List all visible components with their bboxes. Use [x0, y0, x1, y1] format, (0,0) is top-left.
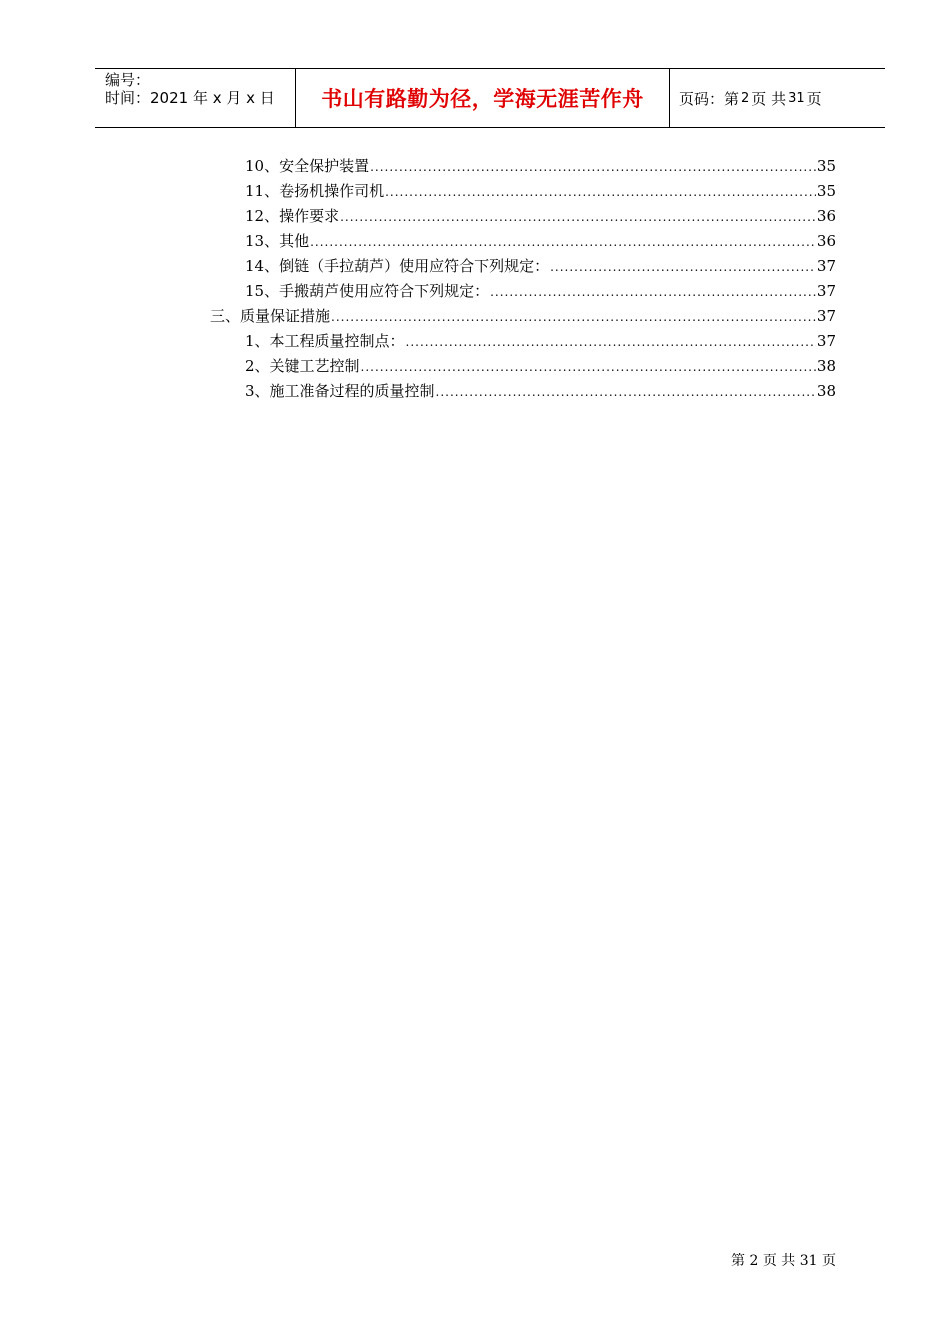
time-label: 时间： [105, 89, 151, 107]
toc-entry-label: 2、关键工艺控制 [245, 357, 360, 375]
toc-entry-page: 35 [816, 182, 836, 200]
toc-entry-label: 11、卷扬机操作司机 [245, 182, 385, 200]
toc-section-page: 37 [816, 307, 836, 325]
toc-entry-page: 36 [816, 232, 836, 250]
toc-entry-page: 37 [816, 282, 836, 300]
toc-leader-dots [340, 210, 816, 224]
table-of-contents [210, 155, 836, 405]
page-header [95, 68, 885, 128]
toc-entry[interactable] [210, 180, 836, 205]
toc-entry-label: 14、倒链（手拉葫芦）使用应符合下列规定： [245, 257, 550, 275]
toc-section-label: 三、质量保证措施 [210, 307, 331, 325]
toc-entry[interactable] [210, 205, 836, 230]
header-page-indicator [670, 69, 885, 127]
toc-entry[interactable] [210, 255, 836, 280]
toc-entry-label: 3、施工准备过程的质量控制 [245, 382, 435, 400]
toc-leader-dots [490, 285, 816, 299]
toc-entry[interactable] [210, 380, 836, 405]
page-current: 2 [741, 90, 750, 106]
toc-entry-page: 36 [816, 207, 836, 225]
page-total: 31 [788, 90, 805, 106]
header-slogan: 书山有路勤为径，学海无涯苦作舟 [296, 69, 670, 127]
toc-entry-label: 10、安全保护装置 [245, 157, 370, 175]
toc-entry-label: 13、其他 [245, 232, 310, 250]
toc-entry[interactable] [210, 155, 836, 180]
toc-entry-label: 12、操作要求 [245, 207, 340, 225]
toc-leader-dots [361, 360, 816, 374]
page-prefix: 页码：第 [679, 89, 740, 108]
toc-section[interactable] [210, 305, 836, 330]
page-suffix: 页 [806, 89, 822, 108]
toc-leader-dots [385, 185, 816, 199]
toc-leader-dots [550, 260, 816, 274]
toc-entry[interactable] [210, 280, 836, 305]
toc-entry-page: 38 [816, 357, 836, 375]
time-value: 2021 年 x 月 x 日 [150, 89, 275, 107]
toc-leader-dots [331, 310, 816, 324]
toc-leader-dots [436, 385, 816, 399]
document-number-label: 编号： [105, 71, 151, 89]
toc-entry-page: 37 [816, 332, 836, 350]
toc-entry-page: 35 [816, 157, 836, 175]
toc-entry[interactable] [210, 355, 836, 380]
toc-leader-dots [406, 335, 816, 349]
toc-entry-label: 15、手搬葫芦使用应符合下列规定： [245, 282, 490, 300]
page-footer: 第 2 页 共 31 页 [731, 1253, 836, 1269]
toc-entry[interactable] [210, 230, 836, 255]
toc-entry-page: 38 [816, 382, 836, 400]
toc-leader-dots [310, 235, 816, 249]
toc-entry-label: 1、本工程质量控制点： [245, 332, 405, 350]
page-mid: 页 共 [751, 89, 787, 108]
toc-leader-dots [370, 160, 816, 174]
toc-entry-page: 37 [816, 257, 836, 275]
document-time [105, 89, 295, 107]
header-meta [95, 69, 296, 127]
toc-entry[interactable] [210, 330, 836, 355]
